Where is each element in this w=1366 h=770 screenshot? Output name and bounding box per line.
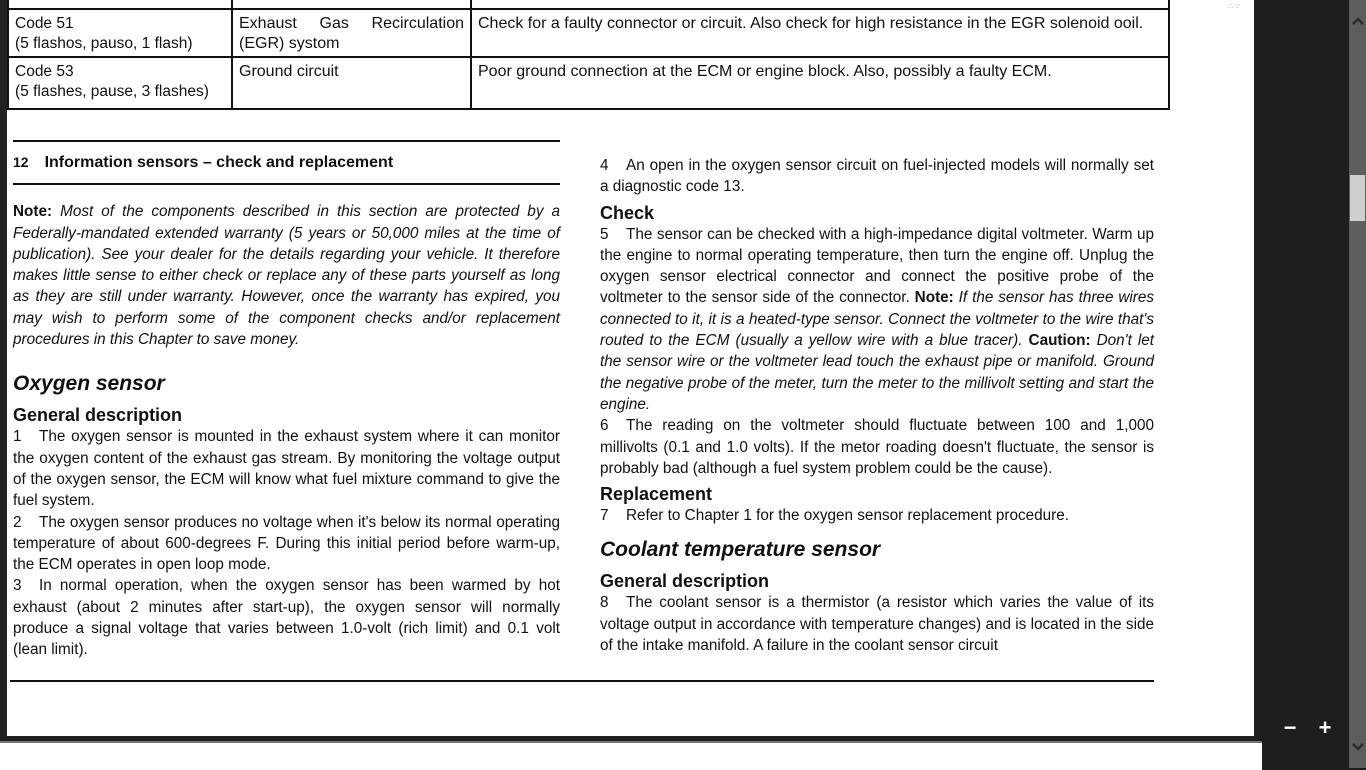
table-row: [8, 57, 1169, 109]
paragraph-text: In normal operation, when the oxygen sensor has been warmed by hot exhaust (about 2 minutes after start-up), the oxygen sensor will normally produce a signal voltage that varies between 1.0-volt (rich limit) and 0.1 volt (lean limit).: [13, 577, 560, 659]
system-cell: Exhaust Gas Recirculation (EGR) systom: [232, 9, 471, 57]
coolant-general-description-heading: General description: [600, 571, 770, 592]
section-heading: [13, 142, 560, 183]
paragraph-number: 7: [600, 507, 609, 525]
paragraph-3: [13, 575, 560, 660]
trouble-codes-table: [7, 0, 1170, 110]
warranty-note: [13, 201, 560, 350]
action-cell: Check for a faulty connector or circuit. Also check for high resistance in the EGR solenoid ooil.: [471, 9, 1169, 57]
paragraph-2: [13, 512, 560, 576]
paragraph-text: The coolant sensor is a thermistor (a resistor which varies the value of its voltage output in accordance with temperature changes) and is located in the side of the intake manifold. A failure in the coolant sensor circuit: [600, 594, 1154, 655]
paragraph-1: [13, 426, 560, 511]
left-column: [13, 140, 560, 661]
paragraph-text: The reading on the voltmeter should fluctuate between 100 and 1,000 millivolts (0.1 and 1.0 volts). If the metor roading doesn't fluctuate, the sensor is probably bad (although a fuel system problem could be the cause).: [600, 417, 1154, 477]
coolant-sensor-heading: Coolant temperature sensor: [600, 538, 881, 562]
paragraph-number: 3: [13, 577, 22, 595]
page-left-edge: [0, 0, 7, 736]
next-page-edge: [0, 741, 1262, 770]
paragraph-number: 1: [13, 428, 22, 446]
table-row: [8, 0, 1169, 9]
paragraph-number: 2: [13, 513, 22, 531]
oxygen-sensor-heading: Oxygen sensor: [13, 372, 165, 396]
code-flashes: (5 flashos, pauso, 1 flash): [15, 35, 193, 52]
paragraph-text: Refer to Chapter 1 for the oxygen sensor replacement procedure.: [626, 507, 1070, 525]
scan-artifact: ∴∵: [1228, 2, 1243, 11]
scroll-down-arrow-icon[interactable]: [1349, 734, 1366, 758]
right-column: [600, 155, 1154, 656]
caution-label: Caution:: [1028, 332, 1091, 350]
paragraph-number: 4: [600, 157, 609, 174]
code-flashes: (5 flashes, pause, 3 flashes): [15, 83, 209, 100]
paragraph-number: 5: [600, 225, 609, 243]
note-text: Most of the components described in this section are protected by a Federally-mandated extended warranty (5 years or 50,000 miles at the time of publication). See your dealer for the details regarding your vehicle. It therefore makes little sense to either check or replace any of these parts yourself as long as they are still under warranty. However, once the warranty has expired, you may wish to perform some of the component checks and/or replacement procedures in this Chapter to save money.: [13, 203, 560, 349]
code-cell: [8, 9, 232, 57]
scroll-up-arrow-icon[interactable]: [1349, 8, 1366, 32]
system-cell: Ground circuit: [232, 57, 471, 109]
paragraph-number: 6: [600, 417, 609, 435]
paragraph-7: [600, 505, 1154, 526]
scrollbar-thumb[interactable]: [1350, 175, 1365, 221]
paragraph-4: [600, 155, 1154, 198]
zoom-in-button[interactable]: +: [1318, 715, 1332, 740]
zoom-out-button[interactable]: −: [1283, 715, 1297, 740]
note-label: Note:: [13, 203, 53, 221]
paragraph-text: The oxygen sensor is mounted in the exhaust system where it can monitor the oxygen content of the exhaust gas stream. By monitoring the voltage output of the oxygen sensor, the ECM will know what fuel mixture command to give the fuel system.: [13, 428, 560, 510]
check-heading: Check: [600, 202, 655, 223]
code-number: Code 51: [15, 15, 74, 32]
paragraph-text: The sensor can be checked with a high-impedance digital voltmeter. Warm up the engine to normal operating temperature, then turn the engine off. Unplug the oxygen sensor electrical connector and connect the positive probe of the voltmeter to the sensor side of the connector.: [600, 225, 1154, 307]
paragraph-8: [600, 592, 1154, 656]
paragraph-6: [600, 415, 1154, 479]
note-label: Note:: [914, 289, 954, 307]
paragraph-text: The oxygen sensor produces no voltage when it's below its normal operating temperature of about 600-degrees F. During this initial period before warm-up, the ECM operates in open loop mode.: [13, 513, 560, 574]
code-cell: [8, 57, 232, 109]
action-cell: Poor ground connection at the ECM or engine block. Also, possibly a faulty ECM.: [471, 57, 1169, 109]
section-number: 12: [13, 154, 29, 170]
table-row: [8, 9, 1169, 57]
paragraph-5: [600, 224, 1154, 416]
general-description-heading: General description: [13, 405, 183, 426]
vertical-scrollbar[interactable]: [1349, 0, 1366, 768]
replacement-heading: Replacement: [600, 484, 713, 505]
code-number: Code 53: [15, 63, 74, 80]
section-title: Information sensors – check and replacement: [44, 154, 394, 171]
caution-text: Don't let the sensor wire or the voltmeter lead touch the exhaust pipe or manifold. Ground the negative probe of the meter, turn the meter to the millivolt setting and start the engine.: [600, 332, 1155, 413]
paragraph-text: An open in the oxygen sensor circuit on fuel-injected models will normally set a diagnostic code 13.: [600, 157, 1154, 196]
page-bottom-rule: [10, 680, 1154, 682]
section-rule-bottom: [13, 183, 560, 185]
paragraph-number: 8: [600, 594, 609, 612]
note-text: If the sensor has three wires connected to it, it is a heated-type sensor. Connect the voltmeter to the wire that's routed to the ECM (usually a yellow wire with a blue tracer).: [600, 289, 1155, 350]
